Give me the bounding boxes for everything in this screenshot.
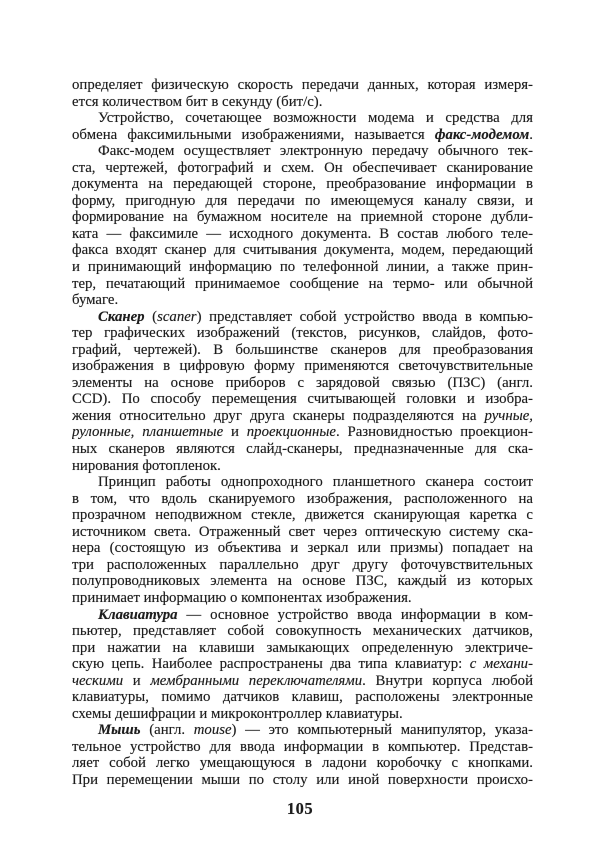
term-bold-italic: Мышь: [98, 722, 141, 739]
text-line: [72, 94, 533, 111]
paragraph: [72, 722, 533, 788]
text-segment: принимает информацию о компонентах изображения.: [72, 589, 412, 606]
text-line: [72, 358, 533, 375]
text-line: [72, 755, 533, 772]
text-segment: ) — это компьютерный манипулятор, указа-: [231, 722, 533, 739]
text-line: [72, 739, 533, 756]
text-segment: в том, что вдоль сканируемого изображения, расположенного на: [72, 490, 533, 507]
text-italic: проекционные: [246, 424, 336, 441]
text-segment: пьютер, представляет собой совокупность механических датчиков,: [72, 623, 533, 640]
text-line: [72, 706, 533, 723]
text-segment: ных сканеров являются слайд-сканеры, предназначенные для ска-: [72, 441, 533, 458]
text-segment: тер, печатающий принимаемое сообщение на термо- или обычной: [72, 275, 533, 292]
paragraph: [72, 77, 533, 110]
text-segment: формирование на бумажном носителе на приемной стороне дубли-: [72, 209, 533, 226]
text-line: [72, 259, 533, 276]
text-line: [72, 689, 533, 706]
text-italic: мембранными переключателями: [150, 672, 363, 689]
text-line: [72, 309, 533, 326]
text-line: [72, 540, 533, 557]
text-line: [72, 143, 533, 160]
paragraph: [72, 309, 533, 474]
paragraph: [72, 110, 533, 143]
text-segment: прозрачном неподвижном стекле, движется сканирующая каретка с: [72, 507, 533, 524]
text-segment: ста, чертежей, фотографий и схем. Он обеспечивает сканирование: [72, 159, 533, 176]
text-line: [72, 77, 533, 94]
text-segment: ляет собой легко умещающуюся в ладони коробочку с кнопками.: [72, 755, 533, 772]
text-segment: и: [223, 424, 247, 441]
text-italic: scaner: [157, 308, 197, 325]
text-segment: CCD). По способу перемещения считывающей головки и изобра-: [72, 391, 533, 408]
text-segment: ется количеством бит в секунду (бит/с).: [72, 93, 323, 110]
text-line: [72, 226, 533, 243]
text-segment: При перемещении мыши по столу или иной поверхности происхо-: [72, 771, 533, 788]
text-line: [72, 292, 533, 309]
text-line: [72, 127, 533, 144]
text-italic: ручные,: [484, 407, 533, 424]
text-segment: графий, чертежей). В большинстве сканеров для преобразования: [72, 341, 533, 358]
text-line: [72, 507, 533, 524]
text-segment: полупроводниковых элемента на основе ПЗС, каждый из которых: [72, 573, 533, 590]
text-segment: нирования фотопленок.: [72, 457, 221, 474]
text-line: [72, 193, 533, 210]
text-italic: с механи-: [469, 656, 533, 673]
text-line: [72, 491, 533, 508]
text-segment: форму, пригодную для передачи по имеющемуся каналу связи, и: [72, 192, 533, 209]
text-segment: Устройство, сочетающее возможности модема и средства для: [98, 110, 533, 127]
text-line: [72, 424, 533, 441]
text-segment: изображения в цифровую форму применяются светочувствительные: [72, 358, 533, 375]
text-line: [72, 557, 533, 574]
text-segment: — основное устройство ввода информации в ком-: [177, 606, 533, 623]
text-segment: и: [123, 672, 151, 689]
text-segment: Принцип работы однопроходного планшетного сканера состоит: [98, 474, 533, 491]
text-segment: ката — факсимиле — исходного документа. В состав любого теле-: [72, 225, 533, 242]
paragraph: [72, 143, 533, 308]
text-line: [72, 623, 533, 640]
text-line: [72, 772, 533, 789]
text-line: [72, 524, 533, 541]
text-segment: Факс-модем осуществляет электронную передачу обычного тек-: [98, 143, 533, 160]
text-line: [72, 391, 533, 408]
text-segment: три расположенных параллельно друг другу фоточувствительных: [72, 556, 533, 573]
text-line: [72, 342, 533, 359]
text-line: [72, 408, 533, 425]
text-italic: mouse: [193, 722, 232, 739]
text-line: [72, 160, 533, 177]
text-segment: тер графических изображений (текстов, рисунков, слайдов, фото-: [72, 325, 533, 342]
text-line: [72, 209, 533, 226]
text-line: [72, 276, 533, 293]
page-number: 105: [286, 799, 314, 818]
text-segment: . Разновидностью проекцион-: [335, 424, 533, 441]
text-segment: клавиатуры, помимо датчиков клавиш, расположены электронные: [72, 689, 533, 706]
text-segment: скую цепь. Наиболее распространены два типа клавиатур:: [72, 656, 470, 673]
text-line: [72, 110, 533, 127]
paragraph: [72, 607, 533, 723]
text-line: [72, 325, 533, 342]
text-segment: (: [144, 308, 158, 325]
term-bold-italic: Клавиатура: [98, 606, 178, 623]
text-italic: рулонные, планшетные: [72, 424, 224, 441]
text-line: [72, 590, 533, 607]
text-segment: .: [529, 126, 533, 143]
text-segment: элементы на основе приборов с зарядовой связью (ПЗС) (англ.: [72, 374, 533, 391]
text-segment: документа на передающей стороне, преобразование информации в: [72, 176, 533, 193]
text-segment: ) представляет собой устройство ввода в компью-: [196, 308, 533, 325]
text-segment: бумаге.: [72, 292, 119, 309]
text-line: [72, 656, 533, 673]
text-segment: факса входят сканер для считывания документа, модем, передающий: [72, 242, 533, 259]
text-segment: при нажатии на клавиши замыкающих определенную электриче-: [72, 639, 533, 656]
term-bold-italic: Сканер: [98, 308, 145, 325]
text-segment: определяет физическую скорость передачи данных, которая измеря-: [72, 77, 533, 93]
paragraph: [72, 474, 533, 606]
text-line: [72, 722, 533, 739]
text-line: [72, 176, 533, 193]
text-segment: (англ.: [140, 722, 194, 739]
text-line: [72, 673, 533, 690]
text-italic: ческими: [72, 672, 124, 689]
term-bold-italic: факс-модемом: [434, 126, 530, 143]
text-segment: обмена факсимильными изображениями, называется: [72, 126, 435, 143]
text-line: [72, 375, 533, 392]
text-segment: . Внутри корпуса любой: [362, 672, 533, 689]
text-segment: и принимающий информацию по телефонной линии, а также прин-: [72, 259, 533, 276]
text-segment: схемы дешифрации и микроконтроллер клавиатуры.: [72, 705, 403, 722]
text-line: [72, 607, 533, 624]
text-segment: источником света. Отраженный свет через оптическую систему ска-: [72, 523, 533, 540]
text-line: [72, 474, 533, 491]
text-line: [72, 573, 533, 590]
text-line: [72, 640, 533, 657]
text-segment: нера (состоящую из объектива и зеркал или призмы) попадает на: [72, 540, 533, 557]
text-line: [72, 242, 533, 259]
text-segment: жения относительно друг друга сканеры подразделяются на: [72, 407, 485, 424]
text-block: [72, 77, 533, 789]
text-line: [72, 441, 533, 458]
text-line: [72, 458, 533, 475]
text-segment: тельное устройство для ввода информации в компьютер. Представ-: [72, 738, 533, 755]
